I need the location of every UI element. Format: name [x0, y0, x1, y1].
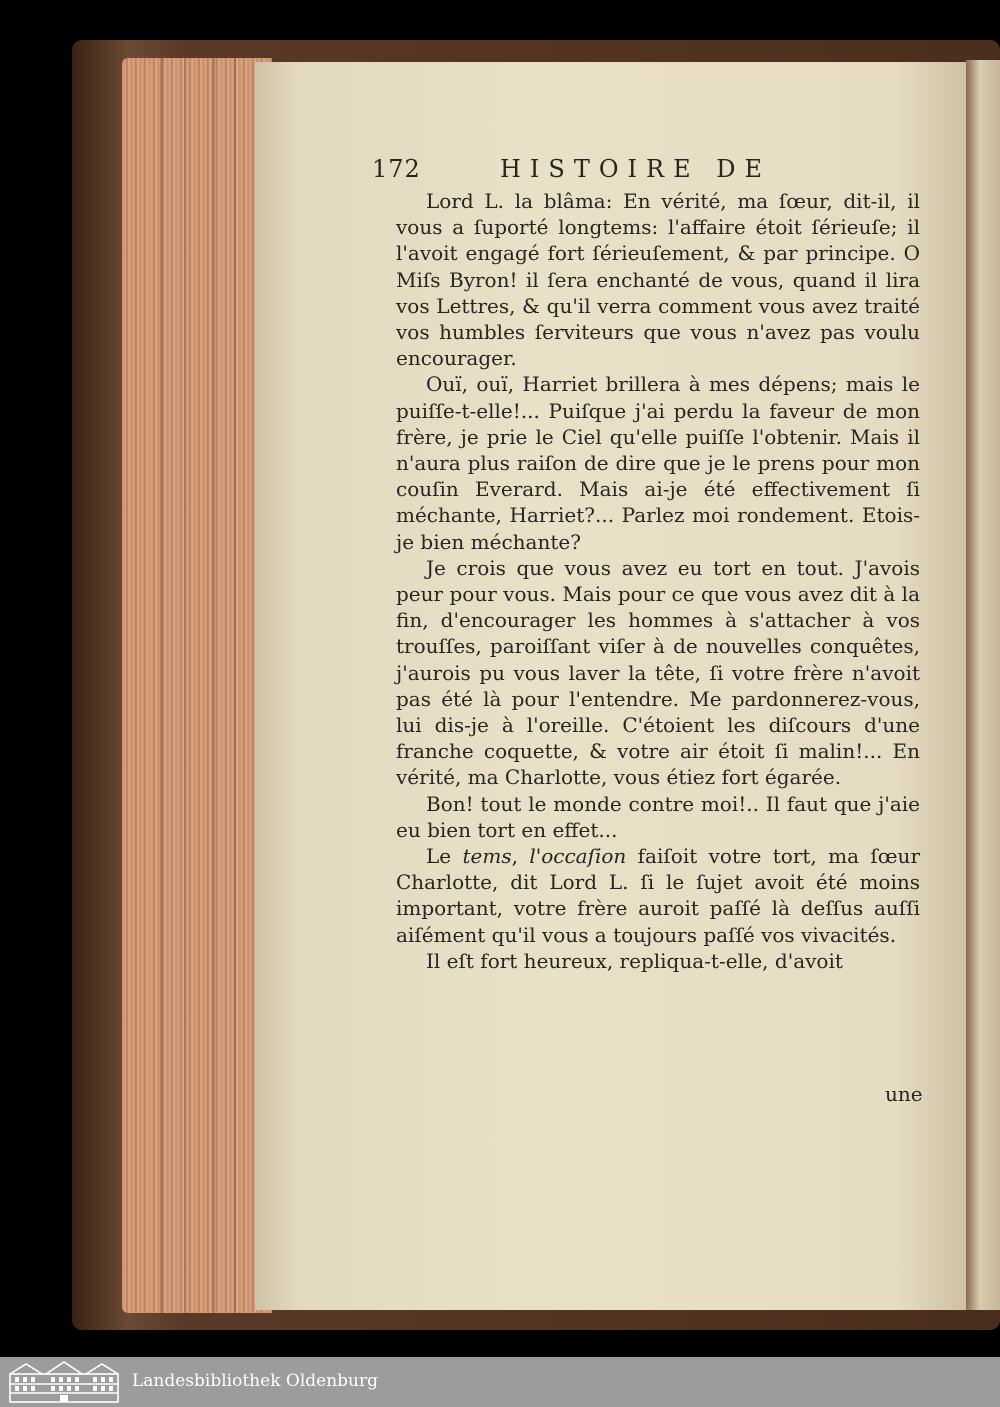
- catchword: une: [885, 1082, 923, 1106]
- facing-page-edge: [966, 60, 1000, 1310]
- paragraph: Il eſt fort heureux, repliqua-t-elle, d'avoit: [426, 948, 843, 973]
- page-header: [372, 155, 920, 185]
- body-text: [396, 188, 920, 974]
- library-building-icon: [6, 1360, 122, 1404]
- paragraph: [396, 843, 920, 948]
- italic-word: tems: [462, 844, 512, 869]
- italic-word: l'occaſion: [529, 844, 627, 869]
- paragraph: Lord L. la blâma: En vérité, ma ſœur, dit-il, il vous a ſuporté longtems: l'affaire étoit ſérieuſe; il l'avoit engagé fort ſérieuſement, & par principe. O Miſs Byron! il ſera enchanté de vous, quand il lira vos Lettres, & qu'il verra comment vous avez traité vos humbles ſerviteurs que vous n'avez pas voulu encourager.: [396, 189, 920, 371]
- paragraph: Je crois que vous avez eu tort en tout. J'avois peur pour vous. Mais pour ce que vous avez dit à la fin, d'encourager les hommes à s'attacher à vos trouſſes, paroiſſant viſer à de nouvelles conquêtes, j'aurois pu vous laver la tête, ſi votre frère n'avoit pas été là pour l'entendre. Me pardonnerez-vous, lui dis-je à l'oreille. C'étoient les diſcours d'une franche coquette, & votre air étoit ſi malin!... En vérité, ma Charlotte, vous étiez fort égarée.: [396, 555, 920, 790]
- paragraph: Bon! tout le monde contre moi!.. Il faut que j'aie eu bien tort en effet...: [396, 791, 920, 842]
- paragraph-text: ,: [511, 844, 530, 869]
- page-number: 172: [372, 155, 421, 183]
- paragraph-text: faiſoit votre tort, ma ſœur Charlotte, dit Lord L. ſi le ſujet avoit été moins important, votre frère auroit paſſé là deſſus auſſi aiſément qu'il vous a toujours paſſé vos vivacités.: [396, 844, 920, 947]
- running-title: HISTOIRE DE: [500, 155, 771, 183]
- library-name: Landesbibliothek Oldenburg: [132, 1371, 379, 1391]
- page-edges: [122, 58, 272, 1313]
- paragraph: Ouï, ouï, Harriet brillera à mes dépens; mais le puiſſe-t-elle!... Puiſque j'ai perdu la faveur de mon frère, je prie le Ciel qu'elle puiſſe l'obtenir. Mais il n'aura plus raiſon de dire que je le prens pour mon couſin Everard. Mais ai-je été effectivement ſi méchante, Harriet?... Parlez moi rondement. Etois-je bien méchante?: [396, 372, 920, 554]
- footer-bar: [0, 1357, 1000, 1407]
- paragraph-text: Le: [426, 844, 463, 869]
